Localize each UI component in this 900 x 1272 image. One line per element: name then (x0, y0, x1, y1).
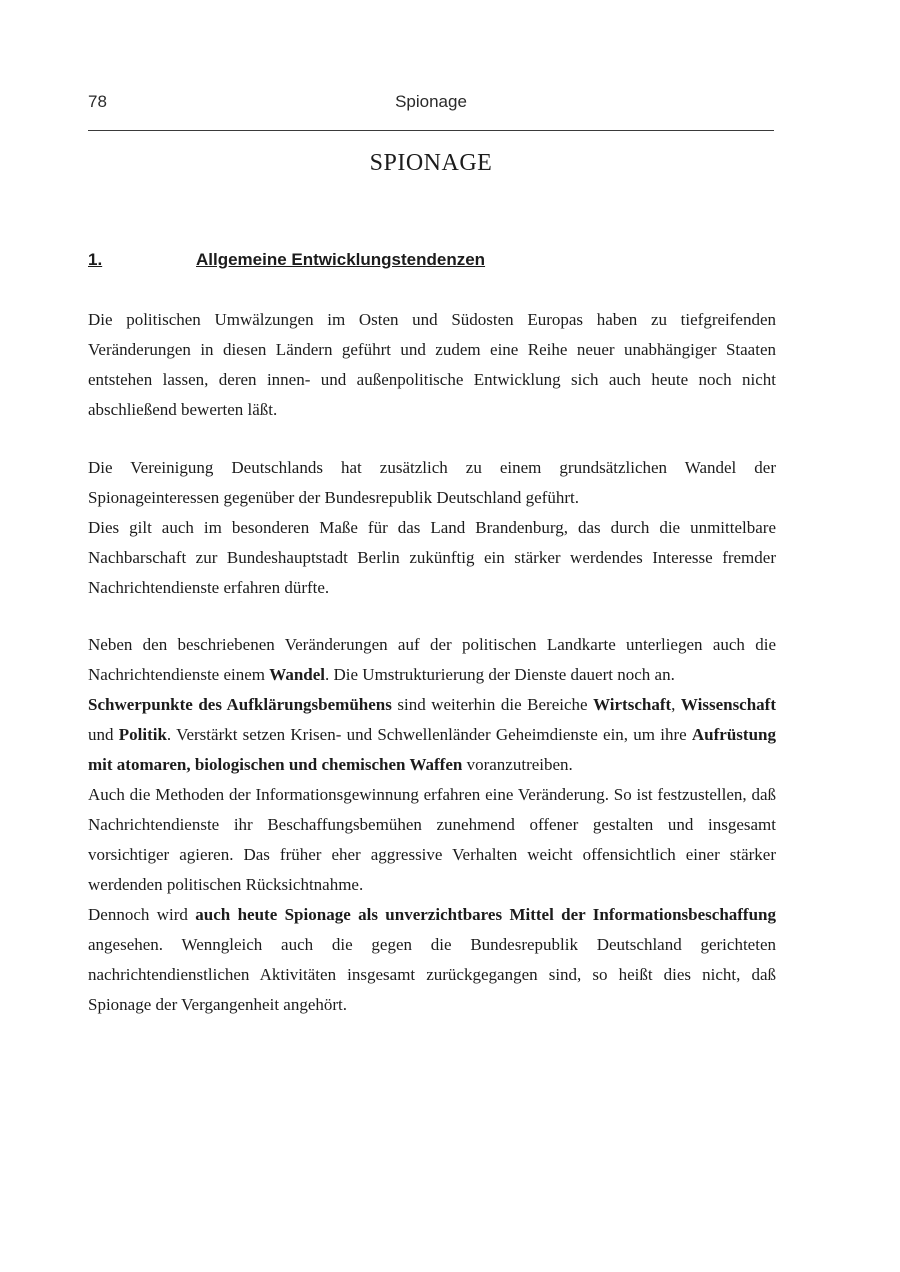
page-header (88, 92, 774, 116)
paragraph-1 (88, 305, 776, 425)
text-run: voranzutreiben. (462, 755, 573, 774)
paragraph-2 (88, 453, 776, 603)
text-run: sind weiterhin die Bereiche (391, 695, 594, 714)
bold-text-run: Schwerpunkte des Aufklärungsbemühens (88, 695, 392, 714)
text-run: , (671, 695, 681, 714)
bold-text-run: Aufrüstung mit atomaren, biologischen und chemischen Waffen (88, 725, 776, 774)
text-run: Neben den beschriebenen Veränderungen auf der politischen Landkarte unterliegen auch die Nachrichtendienste einem (88, 635, 776, 684)
bold-text-run: Politik (118, 725, 167, 744)
text-run: Dennoch wird (88, 905, 196, 924)
bold-text-run: Wirtschaft (593, 695, 672, 714)
text-run: Die politischen Umwälzungen im Osten und Südosten Europas haben zu tiefgreifenden Veränderungen in diesen Ländern geführt und zudem eine Reihe neuer unabhängiger Staaten entstehen lassen, deren innen- und außenpolitische Entwicklung sich auch heute noch nicht abschließend bewerten läßt. (88, 310, 776, 419)
paragraph-3 (88, 630, 776, 1020)
running-title: Spionage (395, 92, 467, 111)
page-number: 78 (88, 92, 107, 111)
bold-text-run: auch heute Spionage als unverzichtbares Mittel der Informationsbeschaffung (195, 905, 777, 924)
text-run: Dies gilt auch im besonderen Maße für das Land Brandenburg, das durch die unmittelbare Nachbarschaft zur Bundeshauptstadt Berlin zukünftig ein stärker werdendes Interesse fremder Nachrichtendienste erfahren dürfte. (88, 518, 776, 597)
text-run: . Verstärkt setzen Krisen- und Schwellenländer Geheimdienste ein, um ihre (166, 725, 692, 744)
section-title: Allgemeine Entwicklungstendenzen (196, 250, 486, 269)
section-number: 1. (88, 250, 103, 269)
bold-text-run: Wissenschaft (680, 695, 777, 714)
header-rule (88, 130, 774, 131)
text-run: und (88, 725, 119, 744)
text-run: . Die Umstrukturierung der Dienste dauert noch an. (325, 665, 675, 684)
bold-text-run: Wandel (269, 665, 326, 684)
text-run: Auch die Methoden der Informationsgewinnung erfahren eine Veränderung. So ist festzustellen, daß Nachrichtendienste ihr Beschaffungsbemühen zunehmend offener gestalten und insgesamt vorsichtiger agieren. Das früher eher aggressive Verhalten weicht offensichtlich einer stärker werdenden politischen Rücksichtnahme. (88, 785, 776, 894)
chapter-title: SPIONAGE (369, 150, 493, 176)
text-run: Die Vereinigung Deutschlands hat zusätzlich zu einem grundsätzlichen Wandel der Spionageinteressen gegenüber der Bundesrepublik Deutschland geführt. (88, 458, 776, 507)
text-run: angesehen. Wenngleich auch die gegen die Bundesrepublik Deutschland gerichteten nachrichtendienstlichen Aktivitäten insgesamt zurückgegangen sind, so heißt dies nicht, daß Spionage der Vergangenheit angehört. (88, 935, 776, 1014)
